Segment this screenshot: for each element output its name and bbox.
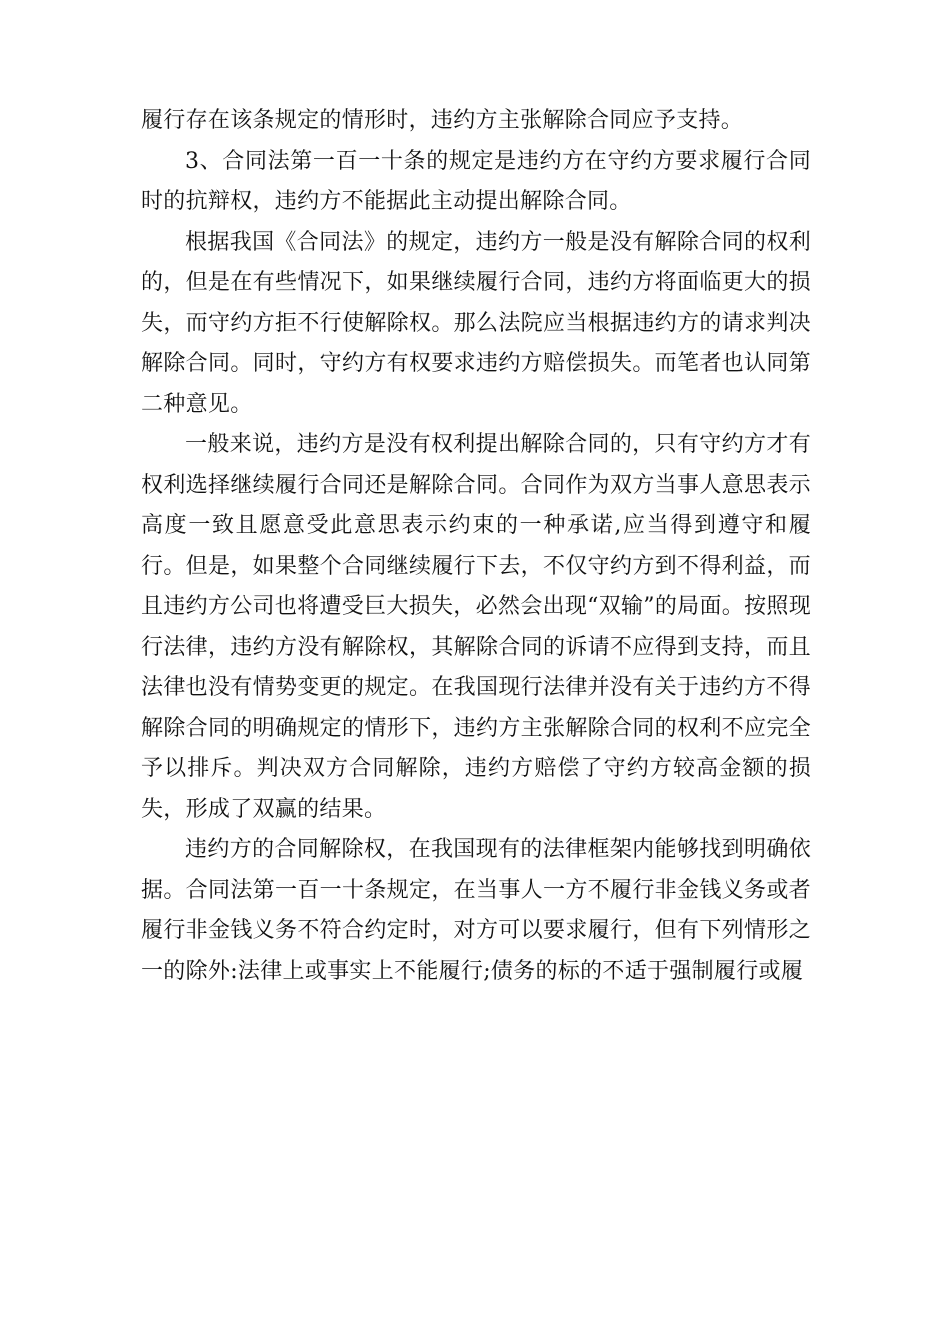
paragraph-general-analysis: 一般来说，违约方是没有权利提出解除合同的，只有守约方才有权利选择继续履行合同还是解除合同。合同作为双方当事人意思表示高度一致且愿意受此意思表示约束的一种承诺,应当得到遵守和履行。但是，如果整个合同继续履行下去，不仅守约方到不得利益，而且违约方公司也将遭受巨大损失，必然会出现“双输”的局面。按照现行法律，违约方没有解除权，其解除合同的诉请不应得到支持，而且法律也没有情势变更的规定。在我国现行法律并没有关于违约方不得解除合同的明确规定的情形下，违约方主张解除合同的权利不应完全予以排斥。判决双方合同解除，违约方赔偿了守约方较高金额的损失，形成了双赢的结果。	[141, 432, 811, 822]
paragraph-contract-law-view: 根据我国《合同法》的规定，违约方一般是没有解除合同的权利的，但是在有些情况下，如果继续履行合同，违约方将面临更大的损失，而守约方拒不行使解除权。那么法院应当根据违约方的请求判决解除合同。同时，守约方有权要求违约方赔偿损失。而笔者也认同第二种意见。	[141, 229, 811, 417]
paragraph-point-3: 3、合同法第一百一十条的规定是违约方在守约方要求履行合同时的抗辩权，违约方不能据此主动提出解除合同。	[141, 148, 811, 214]
paragraph-continuation: 履行存在该条规定的情形时，违约方主张解除合同应予支持。	[141, 108, 744, 133]
paragraph-legal-basis: 违约方的合同解除权，在我国现有的法律框架内能够找到明确依据。合同法第一百一十条规定，在当事人一方不履行非金钱义务或者履行非金钱义务不符合约定时，对方可以要求履行，但有下列情形之一的除外:法律上或事实上不能履行;债务的标的不适于强制履行或履	[141, 837, 811, 984]
document-body	[141, 101, 811, 992]
